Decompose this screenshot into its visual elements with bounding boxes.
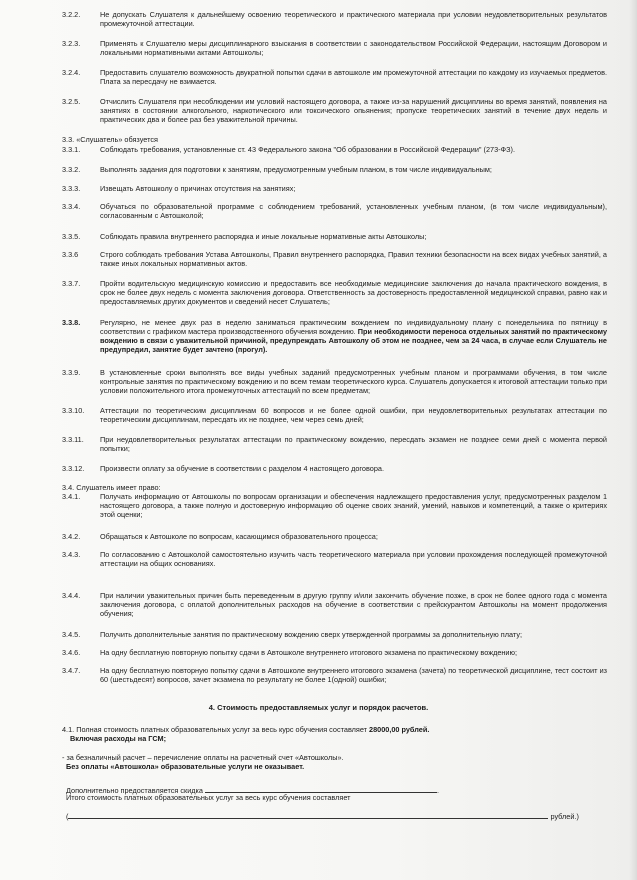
clause-3-3-9 [62,369,607,396]
clause-number: 3.3.10. [62,406,85,415]
price-value: 28000,00 рублей. [369,725,430,734]
clause-number: 3.4.5. [62,630,81,639]
clause-3-3-12 [62,465,607,474]
clause-number: 3.3.12. [62,464,85,473]
clause-number: 3.2.2. [62,10,81,19]
clause-number: 3.3.3. [62,184,81,193]
clause-3-2-4 [62,69,607,87]
clause-3-3-11 [62,436,607,454]
clause-3-4-7 [62,667,607,685]
discount-label: Дополнительно предоставляется скидка [66,786,203,795]
paren-open: ( [66,812,69,821]
clause-3-4-6 [62,649,607,658]
fuel-note: Включая расходы на ГСМ; [70,734,166,743]
clause-number: 3.2.5. [62,97,81,106]
payment-note: Без оплаты «Автошкола» образовательные услуги не оказывает. [66,762,305,771]
clause-3-3-10 [62,407,607,425]
clause-text: Обучаться по образовательной программе с соблюдением требований, установленных учебным планом, (в том числе индивидуальным), согласованным с Автошколой; [100,202,607,220]
clause-text: Выполнять задания для подготовки к занятиям, предусмотренным учебным планом, в том числе индивидуальным; [100,165,492,174]
discount-blank [205,785,437,793]
clause-number: 3.3.5. [62,232,81,241]
clause-3-3-1 [62,146,607,155]
clause-text: По согласованию с Автошколой самостоятельно изучить часть теоретического материала при условии прохождения последующей промежуточной аттестации на общих основаниях. [100,550,607,568]
clause-text: На одну бесплатную повторную попытку сдачи в Автошколе внутреннего итогового экзамена по практическому вождению; [100,648,517,657]
clause-number: 3.3.6 [62,250,79,259]
clause-3-4-5 [62,631,607,640]
clause-number: 3.3.9. [62,368,81,377]
clause-text: Аттестации по теоретическим дисциплинам 60 вопросов и не более одной ошибки, при неудовлетворительных результатах аттестации по теоретическим дисциплинам, пересдать их не позднее, чем через семь дней; [100,406,607,424]
clause-3-4-2 [62,533,607,542]
clause-text: Предоставить слушателю возможность двукратной попытки сдачи в автошколе им промежуточной аттестации по каждому из изучаемых предметов. Плата за пересдачу не взимается. [100,68,607,86]
clause-number: 3.3.7. [62,279,81,288]
clause-number: 3.4.6. [62,648,81,657]
currency-label: рублей.) [550,812,579,821]
clause-text: При неудовлетворительных результатах аттестации по практическому вождению, пересдать экзамен не позднее семи дней с момента первой попытки; [100,435,607,453]
clause-text: Получать информацию от Автошколы по вопросам организации и обеспечения надлежащего предоставления услуг, предусмотренных разделом 1 настоящего договора, а также полную и достоверную информацию об оценке своих знаний, умений, навыков и компетенций, а также о критериях этой оценки; [100,492,607,519]
clause-3-3-2 [62,166,607,175]
clause-text: Соблюдать требования, установленные ст. 43 Федерального закона "Об образовании в Российской Федерации" (273-ФЗ). [100,145,515,154]
section-3-3-label: 3.3. «Слушатель» обязуется [62,135,158,144]
clause-text: Применять к Слушателю меры дисциплинарного взыскания в соответствии с законодательством Российской Федерации, настоящим Договором и локальными нормативными актами Автошколы; [100,39,607,57]
clause-3-3-7 [62,280,607,307]
clause-number: 3.2.4. [62,68,81,77]
page-edge-shadow [629,0,637,880]
clause-3-2-5 [62,98,607,125]
clause-number: 3.4.2. [62,532,81,541]
clause-text: Пройти водительскую медицинскую комиссию и предоставить все необходимые медицинские заключения до начала практического вождения, в срок не более двух недель с момента заключения договора. Ответственность за достоверность предоставленной медицинской справки, равно как и предоставляемых других документов и сведений несет Слушатель; [100,279,607,306]
total-label: Итого стоимость платных образовательных услуг за весь курс обучения составляет [66,793,351,802]
section-3-4-label: 3.4. Слушатель имеет право: [62,483,161,492]
clause-3-4-4 [62,592,607,619]
clause-text: Получить дополнительные занятия по практическому вождению сверх утвержденной программы за дополнительную плату; [100,630,522,639]
clause-text: Строго соблюдать требования Устава Автошколы, Правил внутреннего распорядка, Правил техники безопасности на всех видах учебных занятий, а также иных локальных нормативных актов. [100,250,607,268]
clause-number: 3.4.1. [62,492,81,501]
clause-text: Произвести оплату за обучение в соответствии с разделом 4 настоящего договора. [100,464,384,473]
clause-number: 3.2.3. [62,39,81,48]
clause-number: 3.3.4. [62,202,81,211]
clause-text: Не допускать Слушателя к дальнейшему освоению теоретического и практического материала при условии неудовлетворительных результатов промежуточной аттестации. [100,10,607,28]
clause-text: При наличии уважительных причин быть переведенным в другую группу и/или закончить обучение позже, в срок не более одного года с момента заключения договора, с оплатой дополнительных расходов на обучение в соответствии с прейскурантом Автошколы на момент продолжения обучения; [100,591,607,618]
clause-text-plain: Регулярно, не менее двух раз в неделю заниматься практическим вождением по индивидуальному плану с понедельника по пятницу в соответствии с графиком мастера производственного обучения вождению. [100,318,607,336]
clause-text: Обращаться к Автошколе по вопросам, касающимся образовательного процесса; [100,532,378,541]
clause-3-3-3 [62,185,607,194]
price-text: 4.1. Полная стоимость платных образовательных услуг за весь курс обучения составляет [62,725,370,734]
clause-3-3-4 [62,203,607,221]
clause-text-bold: При необходимости переноса отдельных занятий по практическому вождению в связи с уважительной причиной, предупреждать Автошколу об этом не позднее, чем за 24 часа, в случае если Слушатель не предупредил, занятие будет зачтено (прогул). [100,326,608,354]
clause-text: Отчислить Слушателя при несоблюдении им условий настоящего договора, а также из-за нарушений дисциплины во время занятий, появления на занятиях в состоянии алкогольного, наркотического или токсического опьянения; пропуске теоретических занятий в течение двух недель и практических два и более раз без уважительной причины. [100,97,607,124]
clause-number: 3.3.11. [62,435,84,444]
clause-3-3-6 [62,251,607,269]
discount-line: Дополнительно предоставляется скидка . [66,786,440,795]
clause-number: 3.3.8. [62,318,81,327]
section-4-title: 4. Стоимость предоставляемых услуг и порядок расчетов. [208,703,429,712]
total-amount-line [66,811,579,822]
clause-3-2-3 [62,40,607,58]
clause-number: 3.3.2. [62,165,81,174]
clause-number: 3.4.3. [62,550,81,559]
clause-3-3-5 [62,233,607,242]
clause-number: 3.4.7. [62,666,81,675]
clause-3-4-3 [62,551,607,569]
clause-text [100,319,607,355]
clause-text: Извещать Автошколу о причинах отсутствия на занятиях; [100,184,296,193]
clause-3-3-8 [62,319,607,355]
payment-method: - за безналичный расчет – перечисление оплаты на расчетный счет «Автошколы». [62,753,344,762]
clause-number: 3.3.1. [62,145,81,154]
total-blank [68,811,548,819]
clause-3-2-2 [62,11,607,29]
clause-text: В установленные сроки выполнять все виды учебных заданий предусмотренных учебным планом и программами обучения, в том числе контрольные занятия по практическому вождению и по всем темам теоретического курса. Слушатель допускается к итоговой аттестации только при условии положительного итога промежуточных аттестаций по всем предметам; [100,368,607,395]
clause-text: Соблюдать правила внутреннего распорядка и иные локальные нормативные акты Автошколы; [100,232,427,241]
clause-number: 3.4.4. [62,591,81,600]
clause-3-4-1 [62,493,607,520]
clause-text: На одну бесплатную повторную попытку сдачи в Автошколе внутреннего итогового экзамена (зачета) по теоретической дисциплине, тест состоит из 60 (шестьдесят) вопросов, зачет экзамена по результату не более 1(одной) ошибки; [100,666,607,684]
